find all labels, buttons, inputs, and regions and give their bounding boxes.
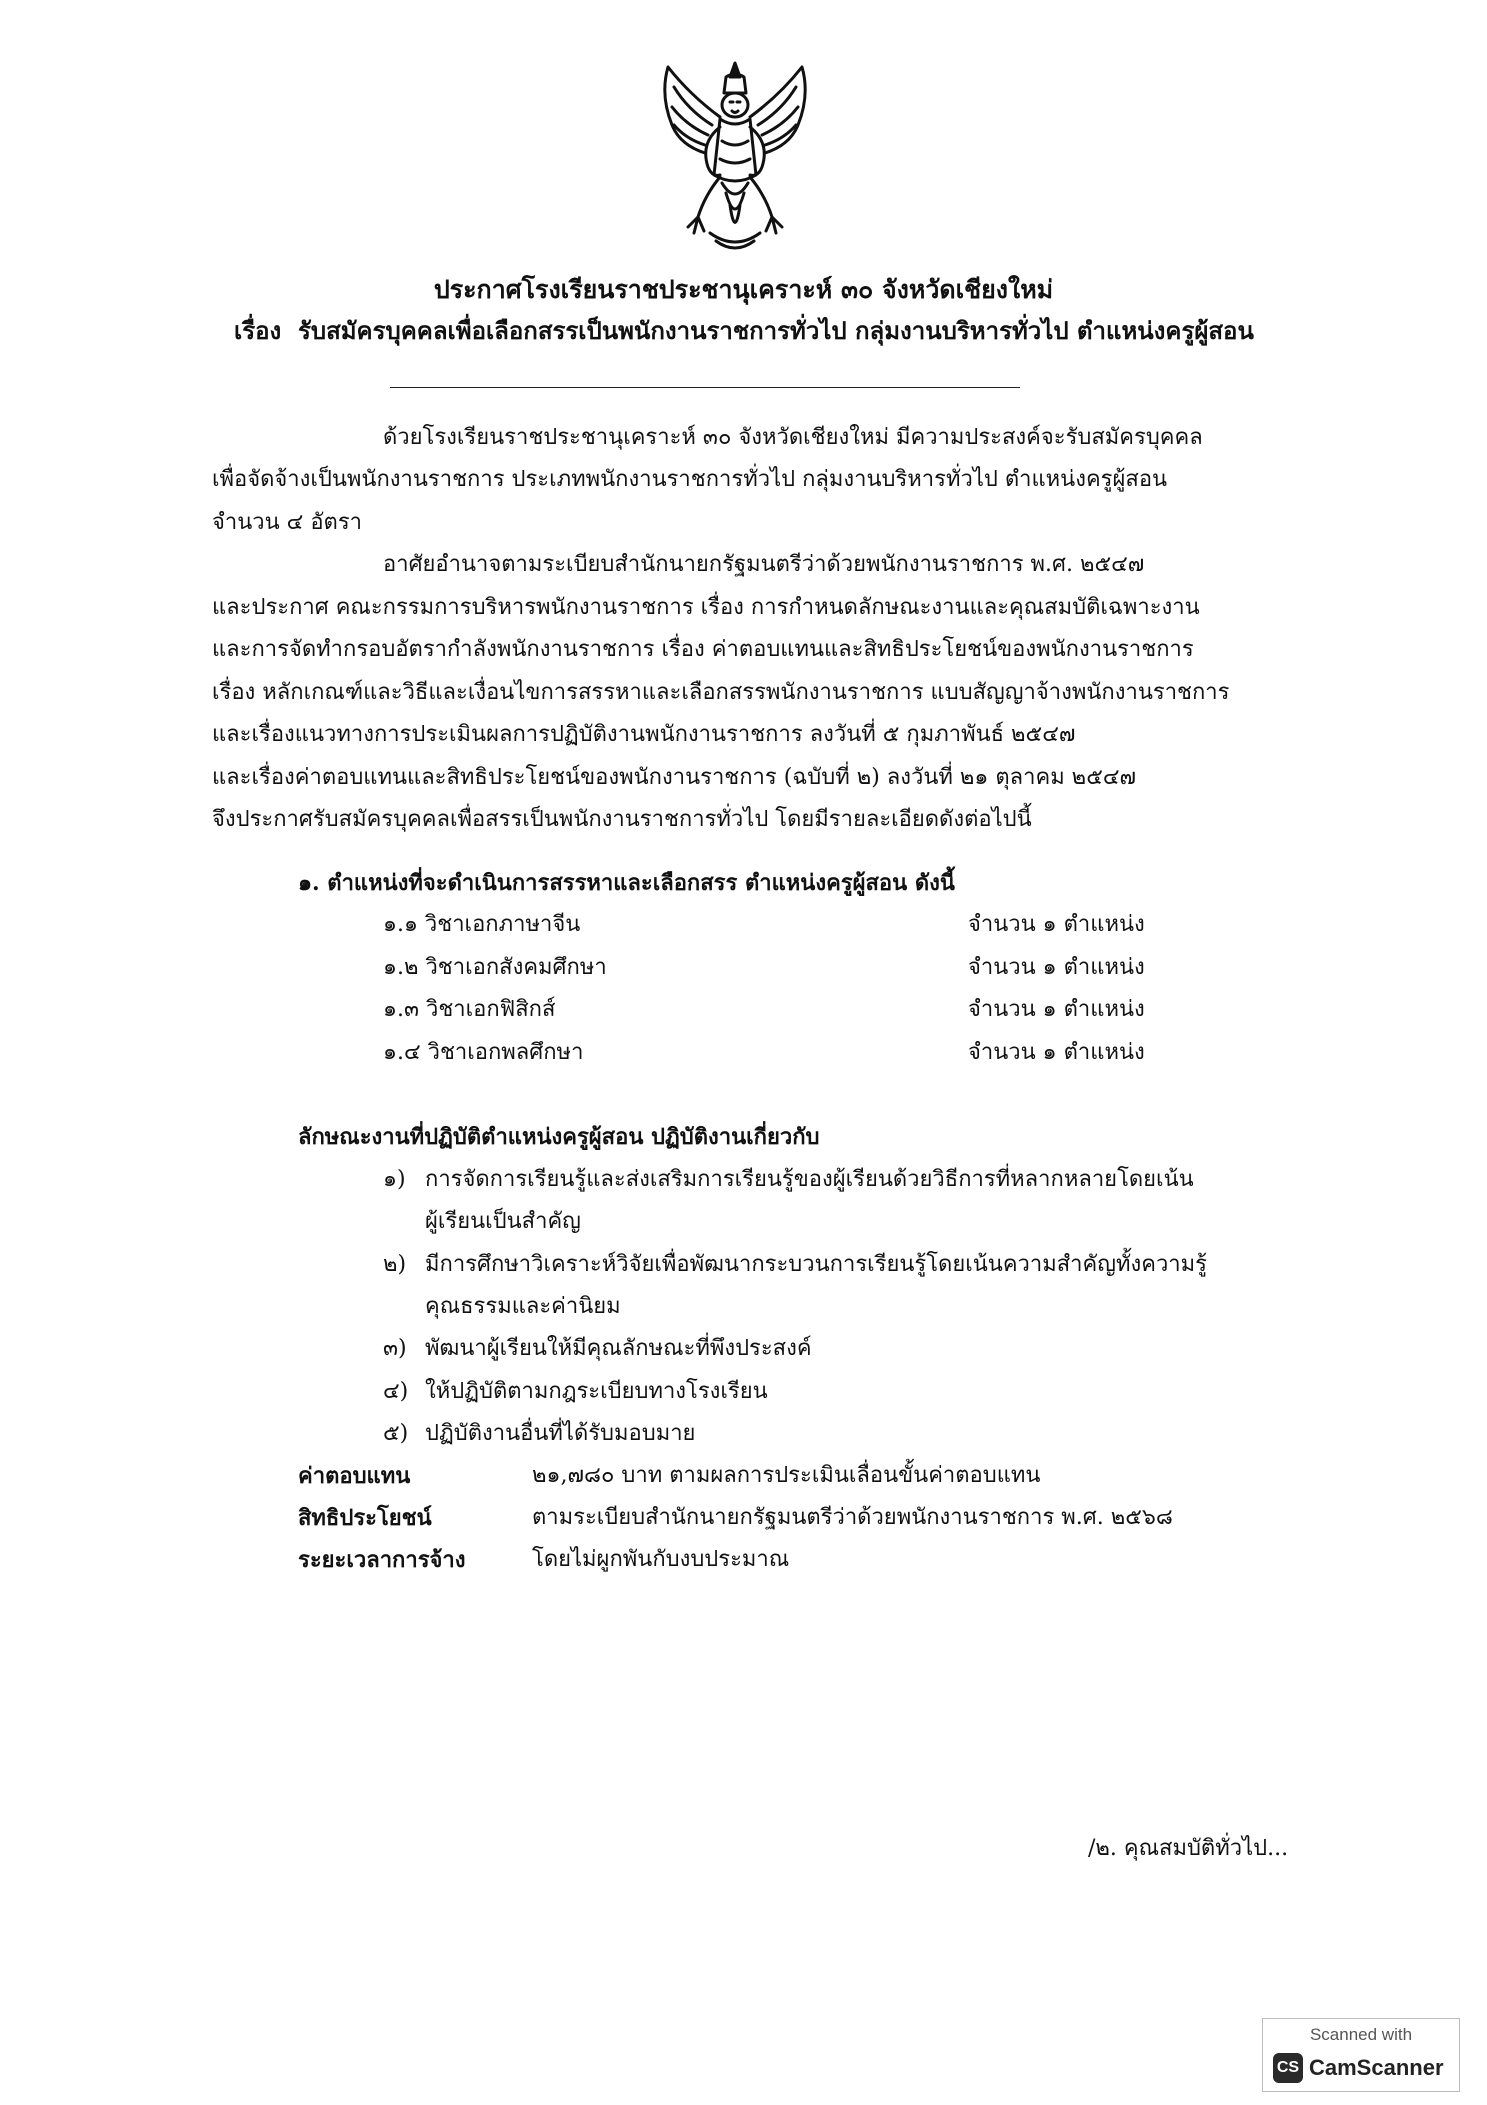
duty-text: การจัดการเรียนรู้และส่งเสริมการเรียนรู้ของผู้เรียนด้วยวิธีการที่หลากหลายโดยเน้น — [425, 1167, 1194, 1192]
duty-number: ๕) — [383, 1421, 409, 1446]
camscanner-name: CamScanner — [1309, 2055, 1444, 2080]
position-label: ๑.๔ วิชาเอกพลศึกษา — [383, 1040, 584, 1065]
duty-text: ปฏิบัติงานอื่นที่ได้รับมอบมาย — [425, 1421, 696, 1446]
term-label: สิทธิประโยชน์ — [298, 1505, 432, 1531]
subject-prefix: เรื่อง — [234, 316, 282, 345]
duty-number: ๓) — [383, 1336, 407, 1361]
announcement-title: ประกาศโรงเรียนราชประชานุเคราะห์ ๓๐ จังหวัดเชียงใหม่ — [433, 275, 1054, 304]
intro-line-3: จำนวน ๔ อัตรา — [212, 510, 362, 535]
authority-line-5: และเรื่องแนวทางการประเมินผลการปฏิบัติงานพนักงานราชการ ลงวันที่ ๕ กุมภาพันธ์ ๒๕๔๗ — [212, 722, 1076, 747]
duty-text-continued: คุณธรรมและค่านิยม — [425, 1294, 621, 1319]
term-label: ค่าตอบแทน — [298, 1463, 411, 1489]
authority-line-7: จึงประกาศรับสมัครบุคคลเพื่อสรรเป็นพนักงานราชการทั่วไป โดยมีรายละเอียดดังต่อไปนี้ — [212, 807, 1032, 832]
scanned-with-label: Scanned with — [1309, 2025, 1413, 2044]
authority-line-3: และการจัดทำกรอบอัตรากำลังพนักงานราชการ เรื่อง ค่าตอบแทนและสิทธิประโยชน์ของพนักงานราชการ — [212, 637, 1194, 662]
subject-text: รับสมัครบุคคลเพื่อเลือกสรรเป็นพนักงานราชการทั่วไป กลุ่มงานบริหารทั่วไป ตำแหน่งครูผู้สอน — [297, 316, 1254, 345]
duties-heading: ลักษณะงานที่ปฏิบัติตำแหน่งครูผู้สอน ปฏิบัติงานเกี่ยวกับ — [298, 1124, 820, 1150]
position-label: ๑.๑ วิชาเอกภาษาจีน — [383, 912, 581, 937]
camscanner-watermark — [1262, 2018, 1460, 2092]
section1-heading: ๑. ตำแหน่งที่จะดำเนินการสรรหาและเลือกสรร ตำแหน่งครูผู้สอน ดังนี้ — [298, 870, 955, 896]
subject-line — [234, 316, 1254, 346]
duty-text: มีการศึกษาวิเคราะห์วิจัยเพื่อพัฒนากระบวนการเรียนรู้โดยเน้นความสำคัญทั้งความรู้ — [425, 1252, 1207, 1277]
position-label: ๑.๓ วิชาเอกฟิสิกส์ — [383, 997, 556, 1022]
term-label: ระยะเวลาการจ้าง — [298, 1547, 466, 1573]
term-value: ๒๑,๗๘๐ บาท ตามผลการประเมินเลื่อนขั้นค่าตอบแทน — [532, 1463, 1041, 1488]
duty-number: ๔) — [383, 1379, 409, 1404]
position-label: ๑.๒ วิชาเอกสังคมศึกษา — [383, 955, 607, 980]
authority-line-2: และประกาศ คณะกรรมการบริหารพนักงานราชการ เรื่อง การกำหนดลักษณะงานและคุณสมบัติเฉพาะงาน — [212, 595, 1200, 620]
garuda-emblem-icon — [650, 55, 820, 260]
term-value: ตามระเบียบสำนักนายกรัฐมนตรีว่าด้วยพนักงานราชการ พ.ศ. ๒๕๖๘ — [532, 1505, 1173, 1530]
duty-number: ๒) — [383, 1252, 407, 1277]
position-count: จำนวน ๑ ตำแหน่ง — [968, 912, 1145, 937]
duty-text-continued: ผู้เรียนเป็นสำคัญ — [425, 1209, 581, 1234]
term-value: โดยไม่ผูกพันกับงบประมาณ — [532, 1547, 790, 1572]
duty-text: ให้ปฏิบัติตามกฎระเบียบทางโรงเรียน — [425, 1379, 768, 1404]
camscanner-logo-icon: CS — [1273, 2053, 1303, 2083]
authority-line-6: และเรื่องค่าตอบแทนและสิทธิประโยชน์ของพนักงานราชการ (ฉบับที่ ๒) ลงวันที่ ๒๑ ตุลาคม ๒๕๔๗ — [212, 765, 1137, 790]
duty-text: พัฒนาผู้เรียนให้มีคุณลักษณะที่พึงประสงค์ — [425, 1336, 812, 1361]
position-count: จำนวน ๑ ตำแหน่ง — [968, 955, 1145, 980]
title-divider — [390, 387, 1020, 388]
duty-number: ๑) — [383, 1167, 406, 1192]
intro-line-2: เพื่อจัดจ้างเป็นพนักงานราชการ ประเภทพนักงานราชการทั่วไป กลุ่มงานบริหารทั่วไป ตำแหน่งครูผู้สอน — [212, 467, 1168, 492]
position-count: จำนวน ๑ ตำแหน่ง — [968, 997, 1145, 1022]
authority-line-1: อาศัยอำนาจตามระเบียบสำนักนายกรัฐมนตรีว่าด้วยพนักงานราชการ พ.ศ. ๒๕๔๗ — [383, 552, 1145, 577]
page-continuation: /๒. คุณสมบัติทั่วไป... — [1088, 1836, 1289, 1861]
intro-line-1: ด้วยโรงเรียนราชประชานุเคราะห์ ๓๐ จังหวัดเชียงใหม่ มีความประสงค์จะรับสมัครบุคคล — [383, 425, 1203, 450]
position-count: จำนวน ๑ ตำแหน่ง — [968, 1040, 1145, 1065]
authority-line-4: เรื่อง หลักเกณฑ์และวิธีและเงื่อนไขการสรรหาและเลือกสรรพนักงานราชการ แบบสัญญาจ้างพนักงานราชการ — [212, 680, 1230, 705]
